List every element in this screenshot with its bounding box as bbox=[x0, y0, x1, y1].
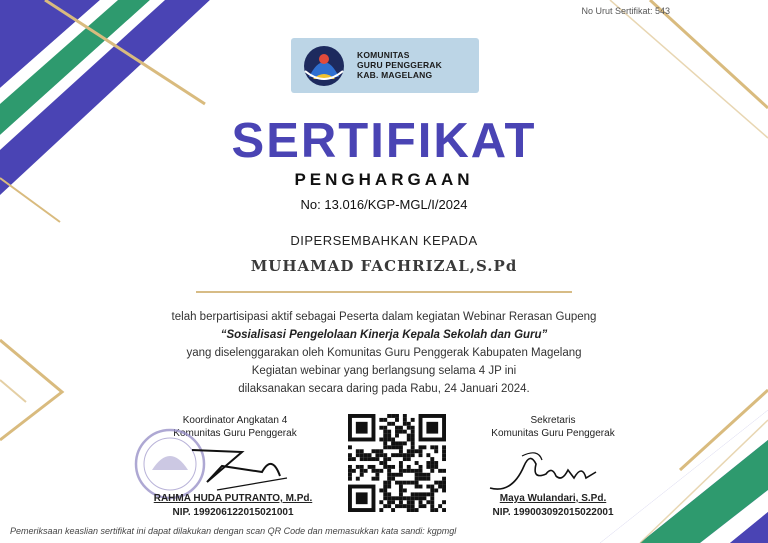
certificate-title: SERTIFIKAT bbox=[231, 114, 537, 168]
logo-text bbox=[357, 50, 442, 80]
presented-to-label: DIPERSEMBAHKAN KEPADA bbox=[290, 233, 478, 248]
left-signatory-role: Koordinator Angkatan 4 bbox=[182, 415, 288, 426]
logo-line-3: KAB. MAGELANG bbox=[357, 70, 433, 80]
footer-note: Pemeriksaan keaslian sertifikat ini dapat dilakukan dengan scan QR Code dan memasukkan kata sandi: kgpmgl bbox=[10, 526, 457, 536]
right-signature bbox=[482, 446, 612, 496]
body-line-4: Kegiatan webinar yang berlangsung selama 4 JP ini bbox=[251, 365, 517, 377]
certificate-body bbox=[0, 308, 768, 398]
logo-emblem-icon bbox=[301, 43, 347, 89]
left-signatory-org: Komunitas Guru Penggerak bbox=[173, 428, 297, 439]
right-signatory-name: Maya Wulandari, S.Pd. bbox=[499, 493, 607, 504]
right-signatory-header bbox=[458, 414, 648, 440]
certificate-subtitle: PENGHARGAAN bbox=[294, 170, 474, 189]
logo-line-2: GURU PENGGERAK bbox=[357, 60, 442, 70]
body-line-5: dilaksanakan secara daring pada Rabu, 24 Januari 2024. bbox=[238, 383, 530, 395]
left-signatory-name: RAHMA HUDA PUTRANTO, M.Pd. bbox=[153, 493, 313, 504]
right-signatory-role: Sekretaris bbox=[530, 415, 576, 426]
body-line-1: telah berpartisipasi aktif sebagai Peserta dalam kegiatan Webinar Rerasan Gupeng bbox=[171, 311, 597, 323]
right-signatory-org: Komunitas Guru Penggerak bbox=[491, 428, 615, 439]
recipient-name: MUHAMAD FACHRIZAL,S.Pd bbox=[250, 257, 518, 275]
certificate-number: No: 13.016/KGP-MGL/I/2024 bbox=[300, 197, 468, 212]
divider bbox=[196, 291, 572, 293]
community-logo bbox=[291, 38, 479, 93]
body-line-2: “Sosialisasi Pengelolaan Kinerja Kepala Sekolah dan Guru” bbox=[220, 329, 548, 341]
right-signatory-nip: NIP. 199003092015022001 bbox=[492, 507, 614, 518]
left-stamp-and-signature bbox=[122, 420, 302, 500]
verification-qr-code[interactable] bbox=[348, 414, 446, 512]
serial-number: No Urut Sertifikat: 543 bbox=[581, 6, 670, 16]
logo-line-1: KOMUNITAS bbox=[357, 50, 410, 60]
body-line-3: yang diselenggarakan oleh Komunitas Guru Penggerak Kabupaten Magelang bbox=[186, 347, 582, 359]
left-signatory-nip: NIP. 199206122015021001 bbox=[172, 507, 294, 518]
